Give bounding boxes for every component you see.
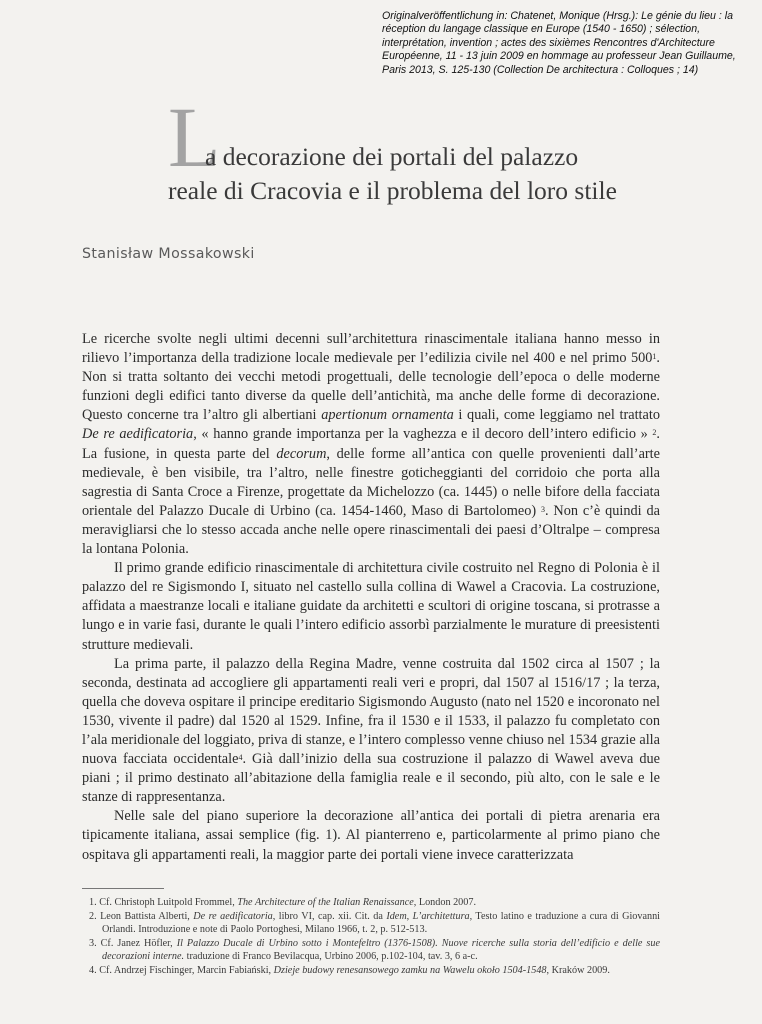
title-line-2: reale di Cracovia e il problema del loro stile — [168, 176, 617, 205]
italic-run: De re aedificatoria — [82, 426, 194, 443]
publication-note: Originalveröffentlichung in: Chatenet, Monique (Hrsg.): Le génie du lieu : la réception du langage classique en Europe (1540 - 1650) ; sélection, interprétation, invention ; actes des sixièmes Rencontres d'Architecture Européenne, 11 - 13 juin 2009 en hommage au professeur Jean Guillaume, Paris 2013, S. 125-130 (Collection De architectura : Colloques ; 14) — [382, 10, 736, 76]
italic-run: The Architecture of the Italian Renaissance — [237, 897, 414, 908]
footnote-ref-4: 4 — [238, 753, 243, 763]
paragraph-2: Il primo grande edificio rinascimentale di architettura civile costruito nel Regno di Polonia è il palazzo del re Sigismondo I, situato nel castello sulla collina di Wawel a Cracovia. La costruzione, affidata a maestranze locali e italiane guidate da architetti e scultori di origine toscana, si protrasse a lungo e in varie fasi, durante le quali l’intero edificio assorbì parzialmente le murature di preesistenti strutture medievali. — [82, 560, 660, 653]
text-run: La prima parte, il palazzo della Regina Madre, venne costruita dal 1502 circa al 1507 ; la seconda, destinata ad accogliere gli appartamenti reali veri e propri, dal 1507 al 1516/17 ; la terza, quella che doveva ospitare il principe ereditario Sigismondo Augusto (nato nel 1520 e incoronato nel 1530, vivente il padre) dal 1520 al 1529. Infine, fra il 1530 e il 1533, il palazzo fu completato con l’ala meridionale del loggiato, priva di stanze, e l’intero complesso venne chiuso nel 1534 grazie alla nuova facciata occidentale — [82, 655, 660, 768]
footnote-3 — [89, 937, 660, 964]
text-run: , « hanno grande importanza per la vaghezza e il decoro dell’intero edificio » — [193, 426, 653, 443]
italic-run: Dzieje budowy renesansowego zamku na Wawelu około 1504-1548 — [273, 964, 547, 976]
footnote-ref-3: 3 — [540, 504, 545, 514]
footnote-4 — [89, 964, 660, 978]
text-run: Testo latino e traduzione a cura di Giovanni Orlandi. Introduzione e note di Paolo Portoghesi, Milano 1966, t. 2, p. 512-513. — [102, 910, 660, 935]
paragraph-1 — [82, 330, 660, 559]
author-name: Stanisław Mossakowski — [82, 246, 255, 262]
text-run: 3. Cf. Janez Höfler, — [89, 937, 177, 949]
text-run: , London 2007. — [413, 897, 477, 908]
article-body — [82, 330, 660, 865]
footnote-1 — [89, 896, 660, 910]
title-dropcap: L — [168, 89, 221, 185]
page-title — [168, 140, 617, 208]
text-run: , delle forme all’antica con quelle provenienti dall’arte medievale, è ben visibile, tra l’altro, nelle finestre goticheggianti del corridoio che porta alla sagrestia di Santa Croce a Firenze, progettate da Michelozzo (ca. 1445) o nelle bifore della facciata orientale del Palazzo Ducale di Urbino (ca. 1454-1460, Maso di Bartolomeo) — [82, 445, 660, 519]
text-run: , Kraków 2009. — [546, 964, 610, 976]
text-run: i quali, come leggiamo nel trattato — [453, 407, 660, 424]
text-run: . Già dall’inizio della sua costruzione il palazzo di Wawel aveva due piani ; il primo destinato all’abitazione della famiglia reale e il secondo, più alto, con le sale e le stanze di rappresentanza. — [82, 751, 660, 806]
italic-run: Idem, L’architettura, — [386, 910, 473, 922]
italic-run: De re aedificatoria — [193, 910, 273, 922]
text-run: . Non c’è quindi da meravigliarsi che lo stesso accada anche nelle opere rinascimentali dei paesi d’Oltralpe – compresa la lontana Polonia. — [82, 502, 660, 558]
text-run: , libro VI, cap. xii. Cit. da — [272, 910, 387, 922]
footnote-ref-1: 1 — [652, 352, 657, 362]
italic-run: Il Palazzo Ducale di Urbino sotto i Montefeltro (1376-1508). Nuove ricerche sulla storia dell’edificio e delle sue decorazioni interne. — [102, 937, 660, 962]
footnote-ref-2: 2 — [652, 428, 657, 438]
italic-run: apertionum ornamenta — [321, 407, 454, 424]
text-run: 1. Cf. Christoph Luitpold Frommel, — [89, 897, 238, 908]
paragraph-3 — [82, 655, 660, 808]
footnote-divider — [82, 888, 164, 889]
footnotes — [82, 896, 660, 977]
paragraph-4: Nelle sale del piano superiore la decorazione all’antica dei portali di pietra arenaria era tipicamente italiana, assai semplice (fig. 1). Al pianterreno e, particolarmente al primo piano che ospitava gli appartamenti reali, la maggior parte dei portali viene invece caratterizzata — [82, 808, 660, 863]
italic-run: decorum — [276, 445, 327, 462]
text-run: 2. Leon Battista Alberti, — [89, 910, 194, 922]
footnote-2 — [89, 910, 660, 937]
title-line-1: a decorazione dei portali del palazzo — [205, 142, 579, 171]
text-run: Le ricerche svolte negli ultimi decenni sull’architettura rinascimentale italiana hanno messo in rilievo l’importanza della tradizione locale medievale per l’edilizia civile nel 400 e nel primo 500 — [82, 331, 660, 367]
text-run: . Non si tratta soltanto dei vecchi metodi progettuali, delle tecnologie dell’epoca o delle moderne funzioni degli edifici tanto diverse da quelle dell’antichità, ma anche delle forme di decorazione. Questo concerne tra l’altro gli albertiani — [82, 350, 660, 424]
text-run: . La fusione, in questa parte del — [82, 426, 660, 462]
text-run: 4. Cf. Andrzej Fischinger, Marcin Fabiański, — [89, 964, 274, 976]
text-run: traduzione di Franco Bevilacqua, Urbino 2006, p.102-104, tav. 3, 6 a-c. — [184, 951, 478, 962]
article-title — [168, 89, 728, 208]
